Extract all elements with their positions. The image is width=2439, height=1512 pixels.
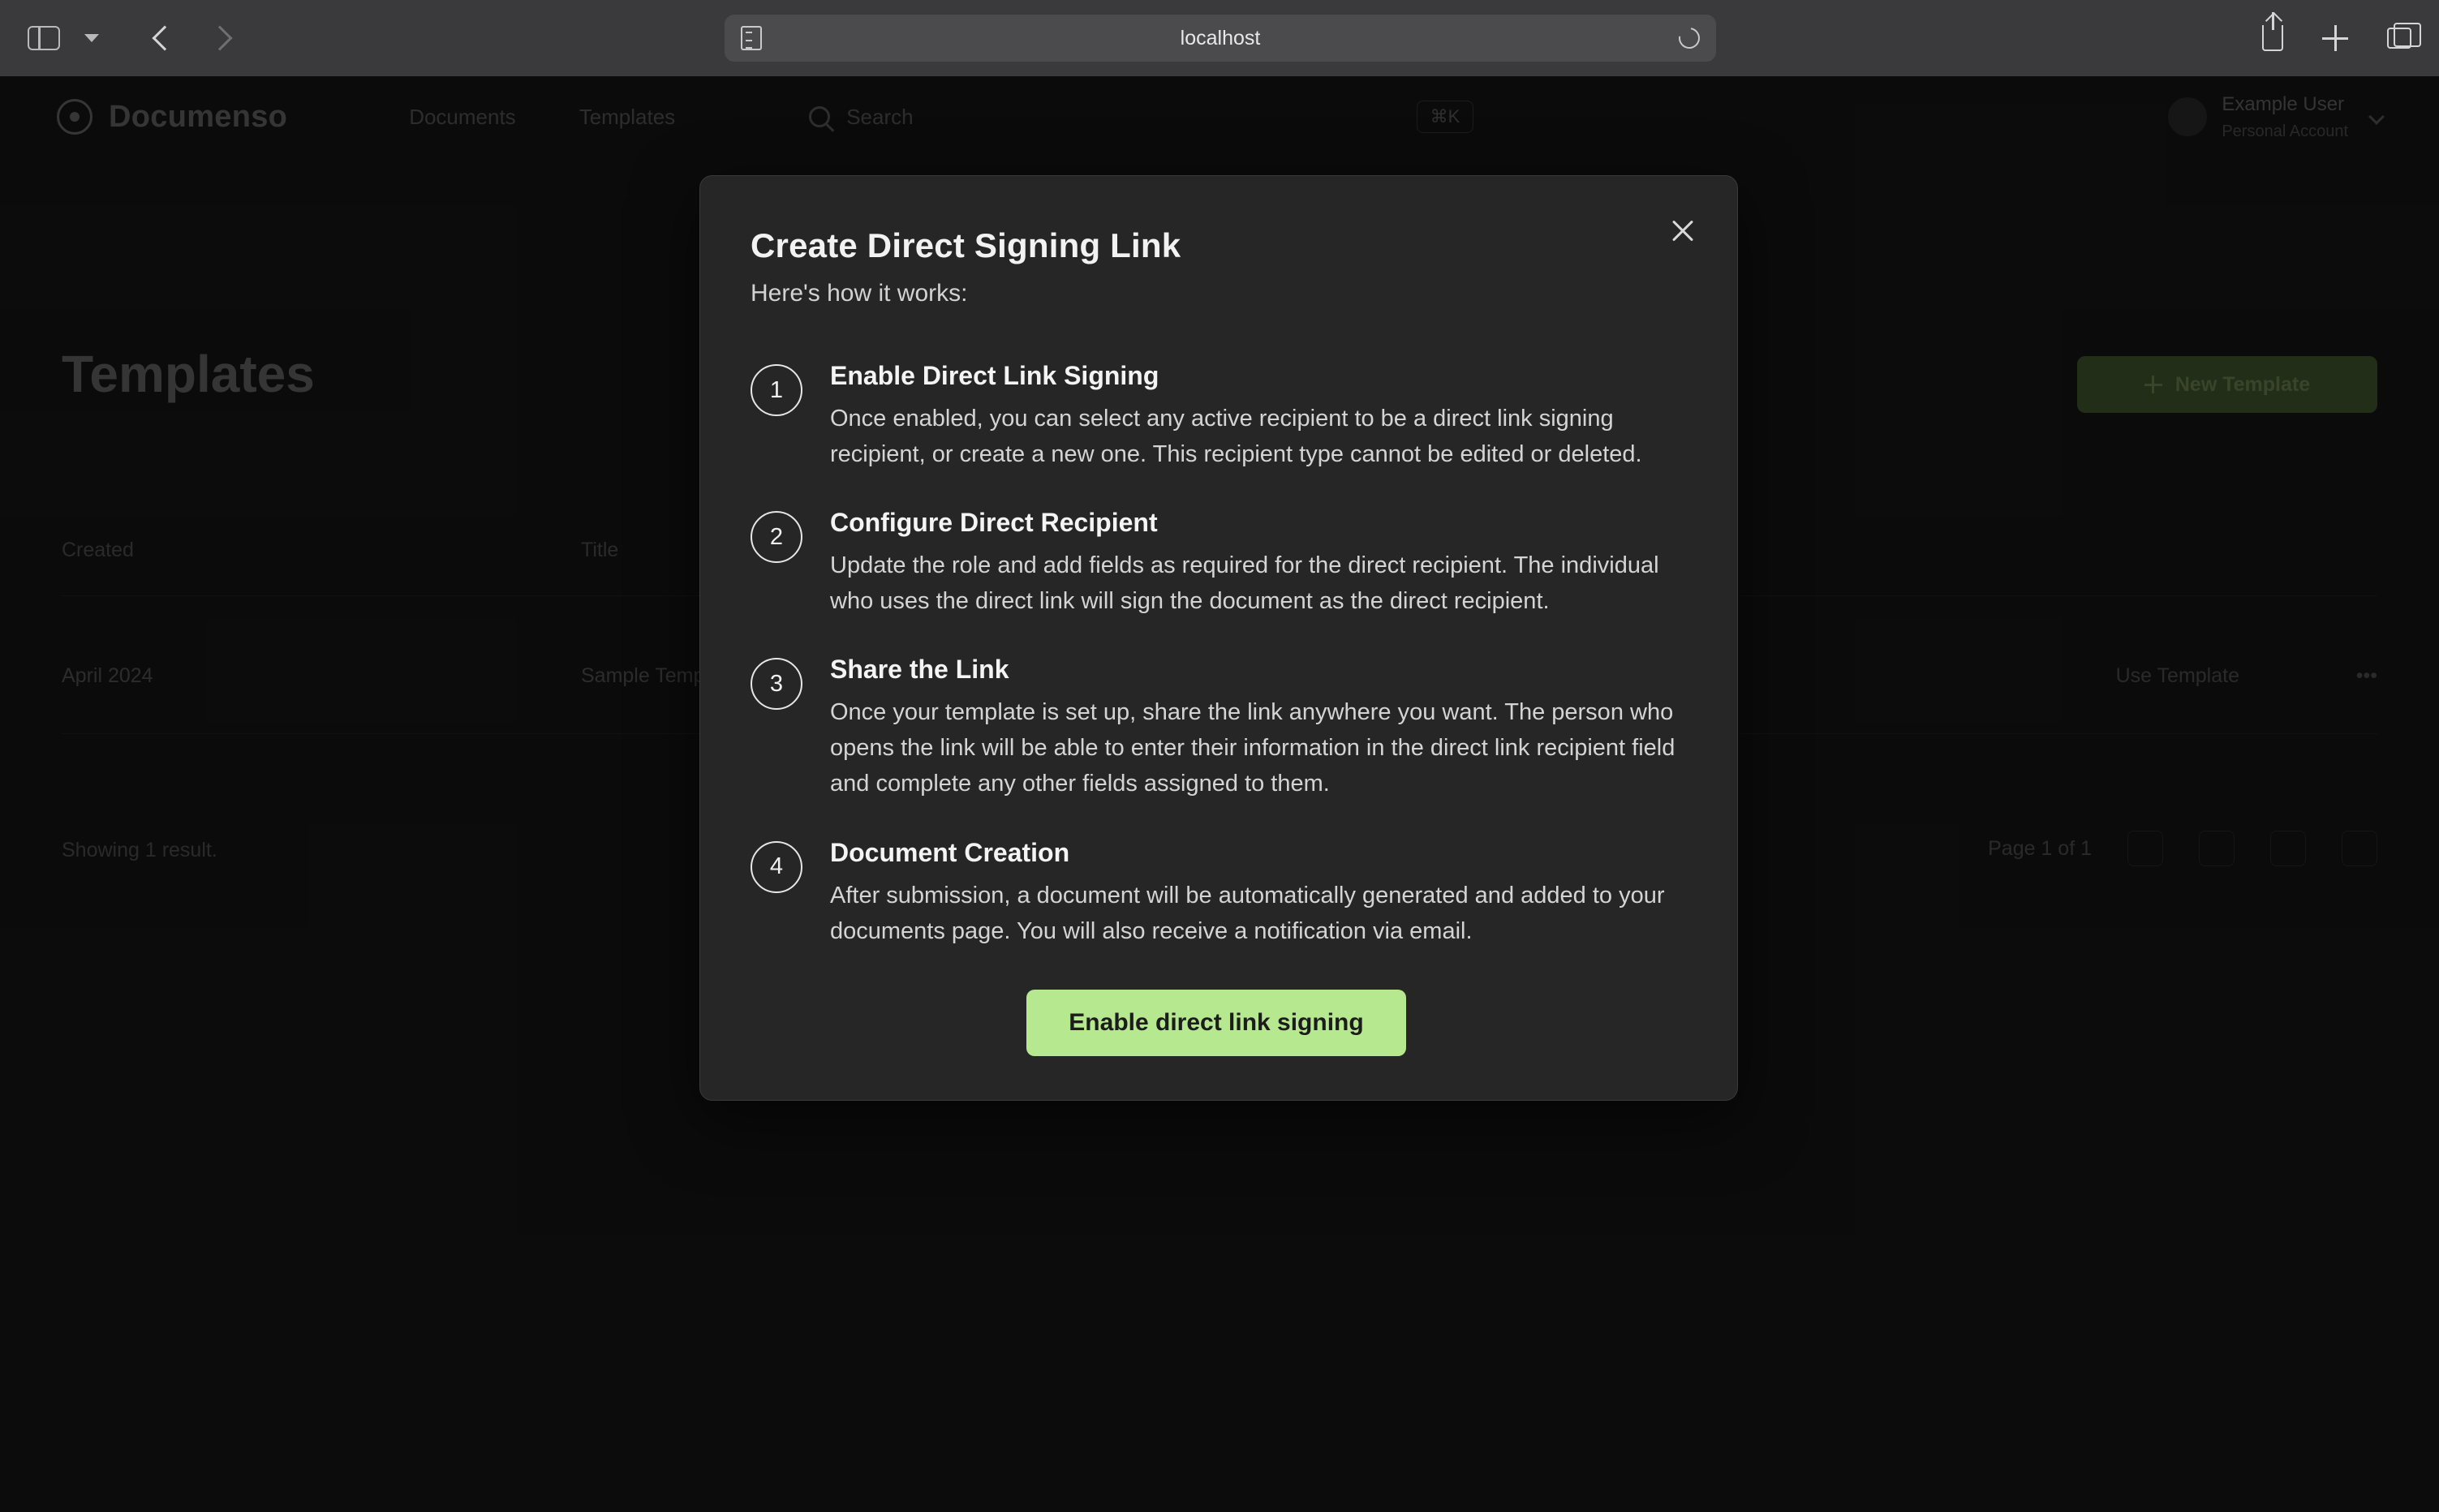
browser-left-controls	[28, 26, 229, 50]
close-icon[interactable]	[1669, 217, 1697, 244]
step-number: 4	[751, 841, 802, 893]
step-description: Once your template is set up, share the link anywhere you want. The person who opens the link will be able to enter their information in the direct link recipient field and complete any other fields assigned to them.	[830, 699, 1675, 797]
back-arrow-icon[interactable]	[152, 25, 177, 50]
direct-signing-link-dialog	[699, 175, 1738, 1101]
step-body	[830, 361, 1682, 472]
share-icon[interactable]	[2262, 25, 2283, 51]
step-number: 1	[751, 364, 802, 416]
plus-icon[interactable]	[2322, 25, 2348, 51]
navigation-arrows	[156, 29, 229, 47]
reload-icon[interactable]	[1675, 24, 1704, 53]
step-item	[751, 655, 1682, 801]
reader-view-icon[interactable]	[741, 26, 762, 50]
dialog-footer	[751, 990, 1682, 1056]
forward-arrow-icon	[207, 25, 232, 50]
address-bar[interactable]	[725, 15, 1716, 62]
step-description: Update the role and add fields as required for the direct recipient. The individual who uses the direct link will sign the document as the direct recipient.	[830, 552, 1659, 615]
step-body	[830, 655, 1682, 801]
step-item	[751, 838, 1682, 949]
dialog-subtitle: Here's how it works:	[751, 280, 968, 307]
browser-right-controls	[2262, 25, 2411, 51]
step-description: After submission, a document will be automatically generated and added to your documents page. You will also receive a notification via email.	[830, 882, 1665, 944]
enable-direct-link-signing-button[interactable]: Enable direct link signing	[1026, 990, 1405, 1056]
chevron-down-icon[interactable]	[84, 34, 99, 42]
step-title: Configure Direct Recipient	[830, 508, 1158, 538]
step-title: Share the Link	[830, 655, 1009, 685]
step-description: Once enabled, you can select any active recipient to be a direct link signing recipient, or create a new one. This recipient type cannot be edited or deleted.	[830, 406, 1642, 468]
dialog-title: Create Direct Signing Link	[751, 226, 1181, 264]
step-body	[830, 508, 1682, 619]
browser-toolbar	[0, 0, 2439, 76]
step-item	[751, 361, 1682, 472]
step-number: 2	[751, 511, 802, 563]
step-title: Enable Direct Link Signing	[830, 361, 1159, 390]
step-number: 3	[751, 658, 802, 710]
step-body	[830, 838, 1682, 949]
step-title: Document Creation	[830, 837, 1070, 867]
step-item	[751, 508, 1682, 619]
steps-list	[751, 361, 1682, 949]
tab-overview-icon[interactable]	[2387, 28, 2411, 49]
url-text: localhost	[1180, 26, 1261, 49]
sidebar-toggle-icon[interactable]	[28, 26, 60, 50]
